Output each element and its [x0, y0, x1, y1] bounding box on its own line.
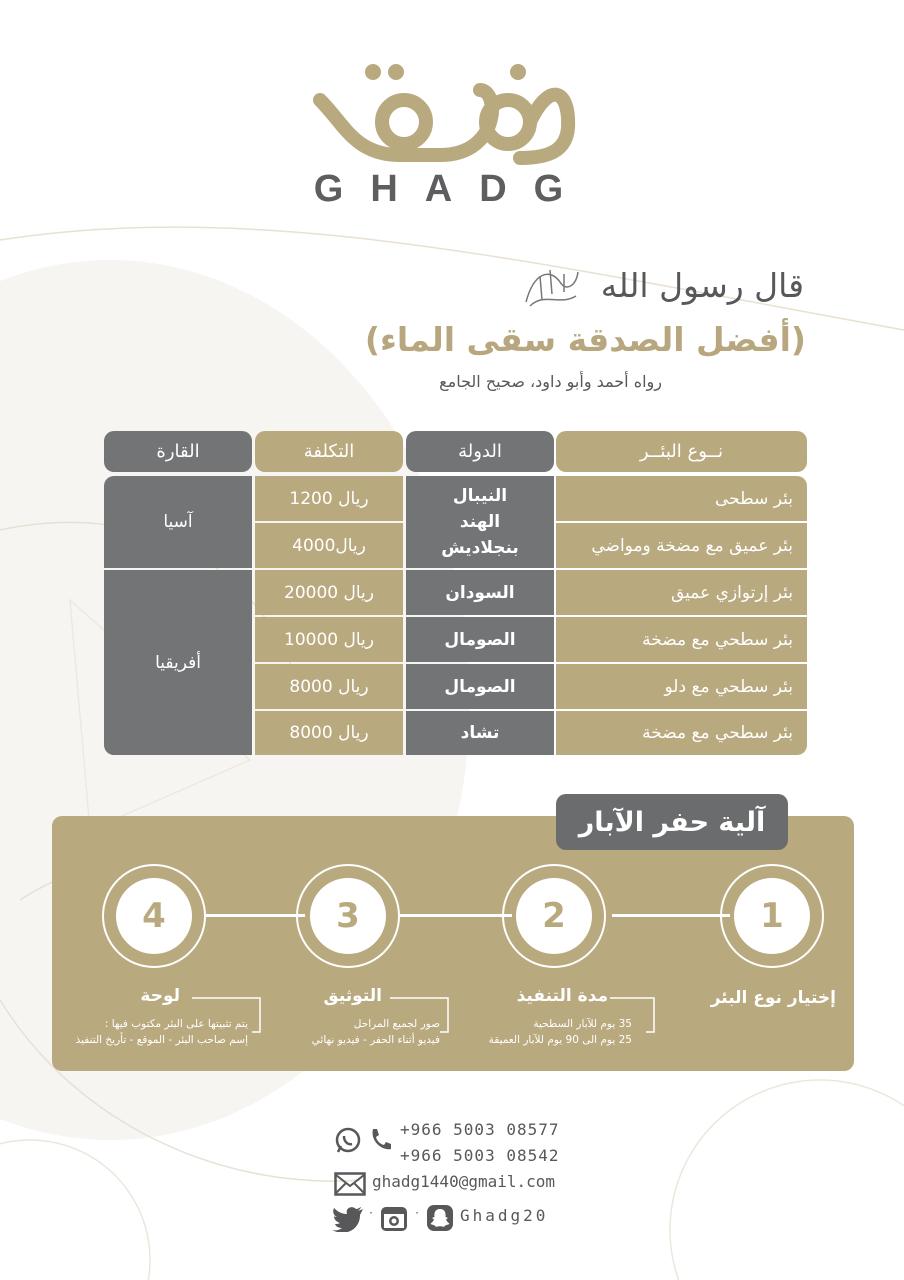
snapchat-icon[interactable]	[426, 1204, 454, 1232]
well-type-cell: بئر عميق مع مضخة ومواضي	[556, 523, 807, 568]
quote-intro: قال رسول الله	[600, 266, 804, 305]
step-bracket	[190, 996, 266, 1036]
step-title: التوثيق	[323, 986, 382, 1006]
mail-icon	[334, 1172, 366, 1196]
cost-cell: 8000 ريال	[255, 711, 403, 755]
header-continent: القارة	[104, 431, 252, 472]
social-handle[interactable]: Ghadg20	[460, 1206, 549, 1225]
well-type-cell: بئر سطحي مع مضخة	[556, 711, 807, 755]
well-type-cell: بئر إرتوازي عميق	[556, 570, 807, 615]
country-cell: السودان	[406, 570, 554, 615]
country-name: بنجلاديش	[441, 538, 519, 558]
well-type-cell: بئر سطحي مع مضخة	[556, 617, 807, 662]
step-title: مدة التنفيذ	[516, 986, 608, 1006]
country-name: النيبال	[452, 486, 508, 506]
continent-cell: آسيا	[104, 476, 252, 568]
country-cell-asia-group	[406, 476, 554, 568]
step-number: 1	[734, 878, 810, 954]
step-desc: فيديو أثناء الحفر - فيديو نهائي	[311, 1034, 440, 1046]
cost-cell: 20000 ريال	[255, 570, 403, 615]
separator-dot: ·	[368, 1208, 376, 1219]
step-number: 3	[310, 878, 386, 954]
cost-cell: 1200 ريال	[255, 476, 403, 521]
continent-cell: أفريقيا	[104, 570, 252, 755]
separator-dot: ·	[414, 1208, 422, 1219]
twitter-icon[interactable]	[332, 1206, 364, 1232]
hadith-text: (أفضل الصدقة سقى الماء)	[364, 320, 806, 359]
cost-cell: 4000ريال	[255, 523, 403, 568]
hadith-source: رواه أحمد وأبو داود، صحيح الجامع	[439, 372, 662, 391]
country-name: الهند	[459, 512, 501, 532]
step-desc: يتم تثبيتها على البئر مكتوب فيها :	[104, 1018, 248, 1030]
instagram-icon[interactable]	[380, 1206, 408, 1232]
step-title: إختيار نوع البئر	[710, 988, 836, 1008]
step-connector	[400, 914, 512, 917]
header-well-type: نــوع البئــر	[556, 431, 807, 472]
phone-icon	[368, 1127, 392, 1153]
phone-number[interactable]: +966 5003 08577	[400, 1120, 560, 1139]
step-connector	[205, 914, 305, 917]
step-bracket	[388, 996, 452, 1036]
country-cell: تشاد	[406, 711, 554, 755]
mechanism-title: آلية حفر الآبار	[556, 794, 788, 850]
calligraphy-seal	[520, 262, 584, 314]
step-number: 2	[516, 878, 592, 954]
country-cell: الصومال	[406, 664, 554, 709]
cost-cell: 10000 ريال	[255, 617, 403, 662]
cost-cell: 8000 ريال	[255, 664, 403, 709]
step-number: 4	[116, 878, 192, 954]
step-desc: 35 يوم للآبار السطحية	[533, 1018, 632, 1030]
header-cost: التكلفة	[255, 431, 403, 472]
step-title: لوحة	[140, 986, 180, 1006]
phone-number[interactable]: +966 5003 08542	[400, 1146, 560, 1165]
logo-mark	[300, 50, 600, 170]
brand-wordmark: GHADG	[313, 168, 591, 210]
email-address[interactable]: ghadg1440@gmail.com	[372, 1172, 556, 1191]
well-type-cell: بئر سطحى	[556, 476, 807, 521]
header-country: الدولة	[406, 431, 554, 472]
step-desc: 25 يوم الى 90 يوم للآبار العميقة	[488, 1034, 632, 1046]
step-desc: صور لجميع المراحل	[353, 1018, 440, 1030]
country-cell: الصومال	[406, 617, 554, 662]
step-bracket	[608, 996, 658, 1036]
step-desc: إسم صاحب البئر - الموقع - تأريخ التنفيذ	[75, 1034, 248, 1046]
step-connector	[612, 914, 730, 917]
well-type-cell: بئر سطحي مع دلو	[556, 664, 807, 709]
whatsapp-icon	[334, 1126, 362, 1154]
